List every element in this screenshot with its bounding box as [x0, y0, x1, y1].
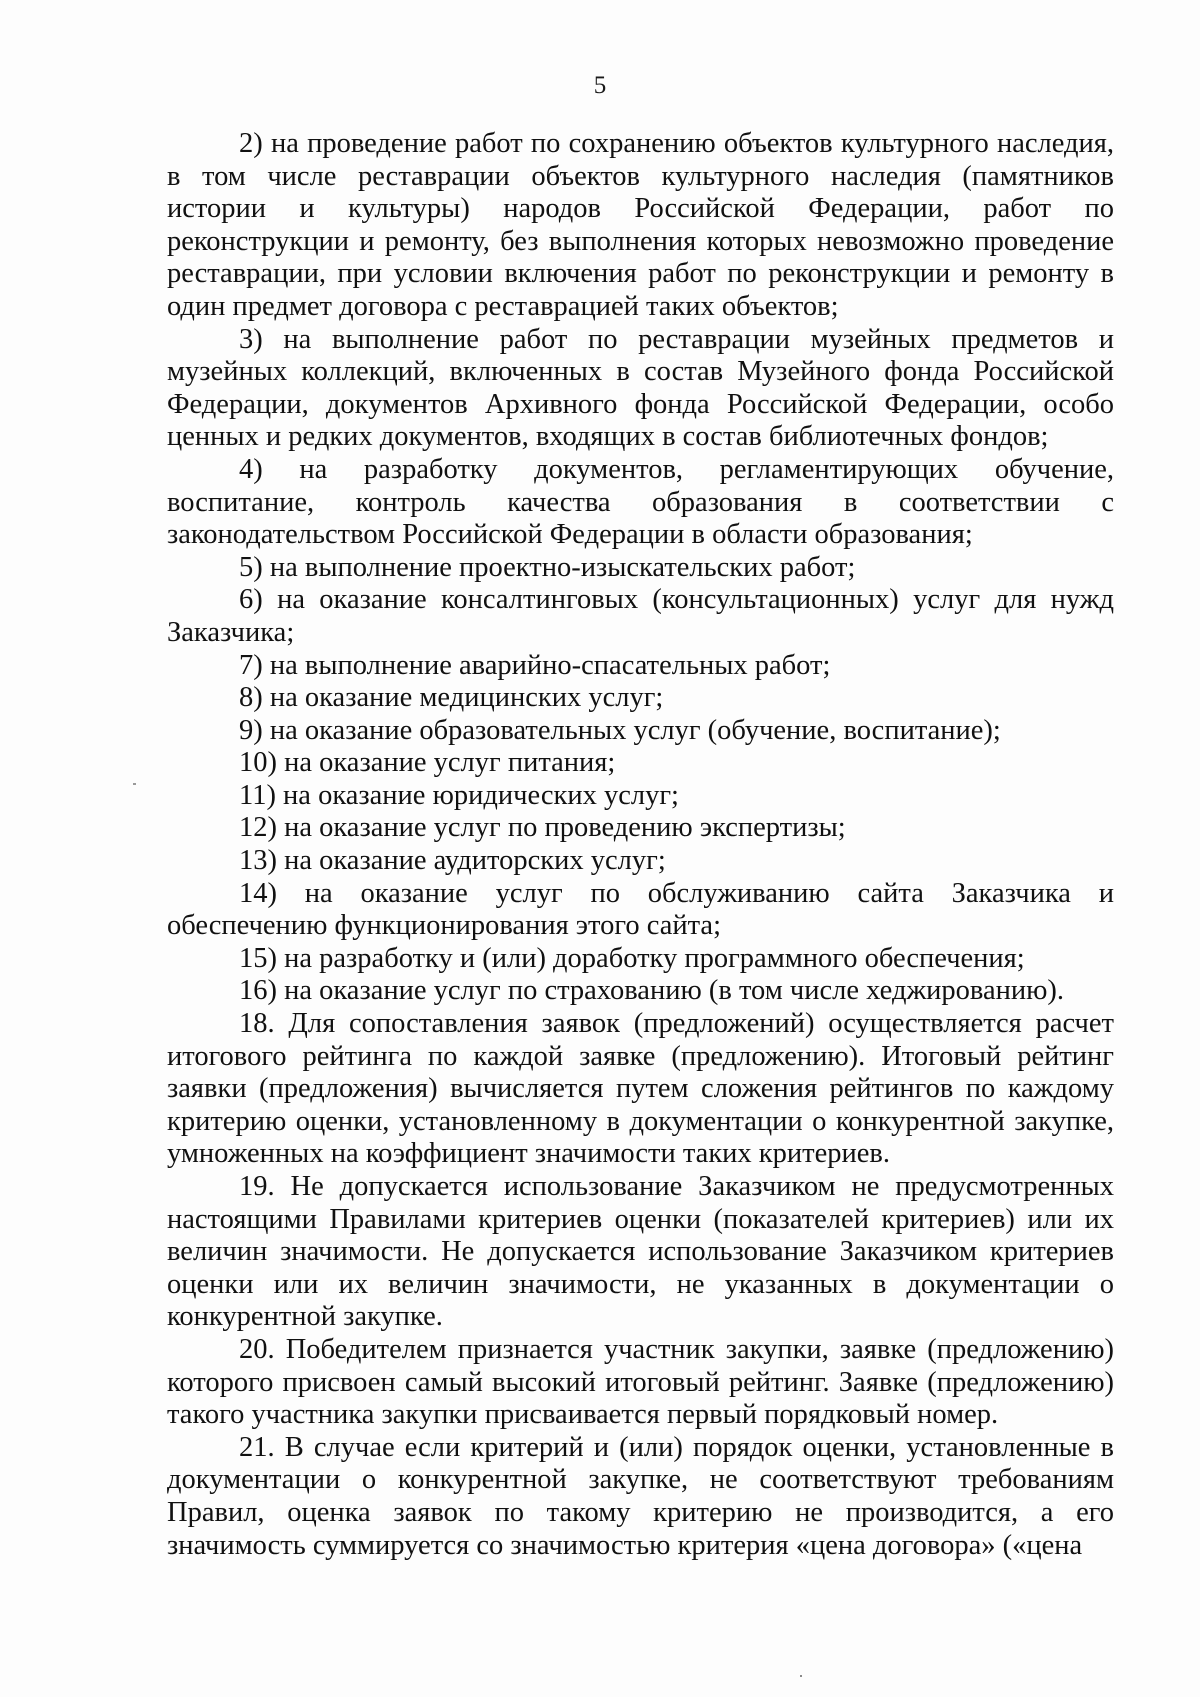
paragraph: 10) на оказание услуг питания; — [239, 747, 616, 779]
paragraph: 6) на оказание консалтинговых (консультационных) услуг для нужд Заказчика; — [167, 584, 1114, 648]
paragraph: 11) на оказание юридических услуг; — [239, 779, 679, 811]
paragraph: 18. Для сопоставления заявок (предложений) осуществляется расчет итогового рейтинга по каждой заявке (предложению). Итоговый рейтинг заявки (предложения) вычисляется путем сложения рейтингов по каждому критерию оценки, установленному в документации о конкурентной закупке, умноженных на коэффициент значимости таких критериев. — [167, 1008, 1114, 1170]
paragraph: 19. Не допускается использование Заказчиком не предусмотренных настоящими Правилами критериев оценки (показателей критериев) или их величин значимости. Не допускается использование Заказчиком критериев оценки или их величин значимости, не указанных в документации о конкурентной закупке. — [167, 1171, 1114, 1333]
paragraph: 20. Победителем признается участник закупки, заявке (предложению) которого присвоен самый высокий итоговый рейтинг. Заявке (предложению) такого участника закупки присваивается первый порядковый номер. — [167, 1333, 1114, 1431]
paragraph: 2) на проведение работ по сохранению объектов культурного наследия, в том числе реставрации объектов культурного наследия (памятников истории и культуры) народов Российской Федерации, работ по реконструкции и ремонту, без выполнения которых невозможно проведение реставрации, при условии включения работ по реконструкции и ремонту в один предмет договора с реставрацией таких объектов; — [167, 128, 1114, 322]
paragraph: 7) на выполнение аварийно-спасательных работ; — [239, 649, 831, 681]
paragraph: 16) на оказание услуг по страхованию (в том числе хеджированию). — [239, 975, 1065, 1007]
paragraph: 15) на разработку и (или) доработку программного обеспечения; — [239, 942, 1025, 974]
paragraph: 5) на выполнение проектно-изыскательских работ; — [239, 551, 856, 583]
paragraph: 12) на оказание услуг по проведению экспертизы; — [239, 812, 846, 844]
paragraph: 3) на выполнение работ по реставрации музейных предметов и музейных коллекций, включенных в состав Музейного фонда Российской Федерации, документов Архивного фонда Российской Федерации, особо ценных и редких документов, входящих в состав библиотечных фондов; — [167, 323, 1114, 453]
page-number: 5 — [593, 72, 607, 99]
scan-speck — [133, 783, 136, 785]
paragraph: 4) на разработку документов, регламентирующих обучение, воспитание, контроль качества образования в соответствии с законодательством Российской Федерации в области образования; — [167, 453, 1114, 551]
paragraph: 21. В случае если критерий и (или) порядок оценки, установленные в документации о конкурентной закупке, не соответствуют требованиям Правил, оценка заявок по такому критерию не производится, а его значимость суммируется со значимостью критерия «цена договора» («цена — [167, 1431, 1114, 1561]
paragraph: 8) на оказание медицинских услуг; — [239, 682, 664, 714]
scan-speck — [800, 1675, 802, 1677]
paragraph: 13) на оказание аудиторских услуг; — [239, 845, 666, 877]
paragraph: 9) на оказание образовательных услуг (обучение, воспитание); — [239, 714, 1001, 746]
paragraph: 14) на оказание услуг по обслуживанию сайта Заказчика и обеспечению функционирования этого сайта; — [167, 877, 1114, 942]
document-body — [167, 128, 1114, 1562]
